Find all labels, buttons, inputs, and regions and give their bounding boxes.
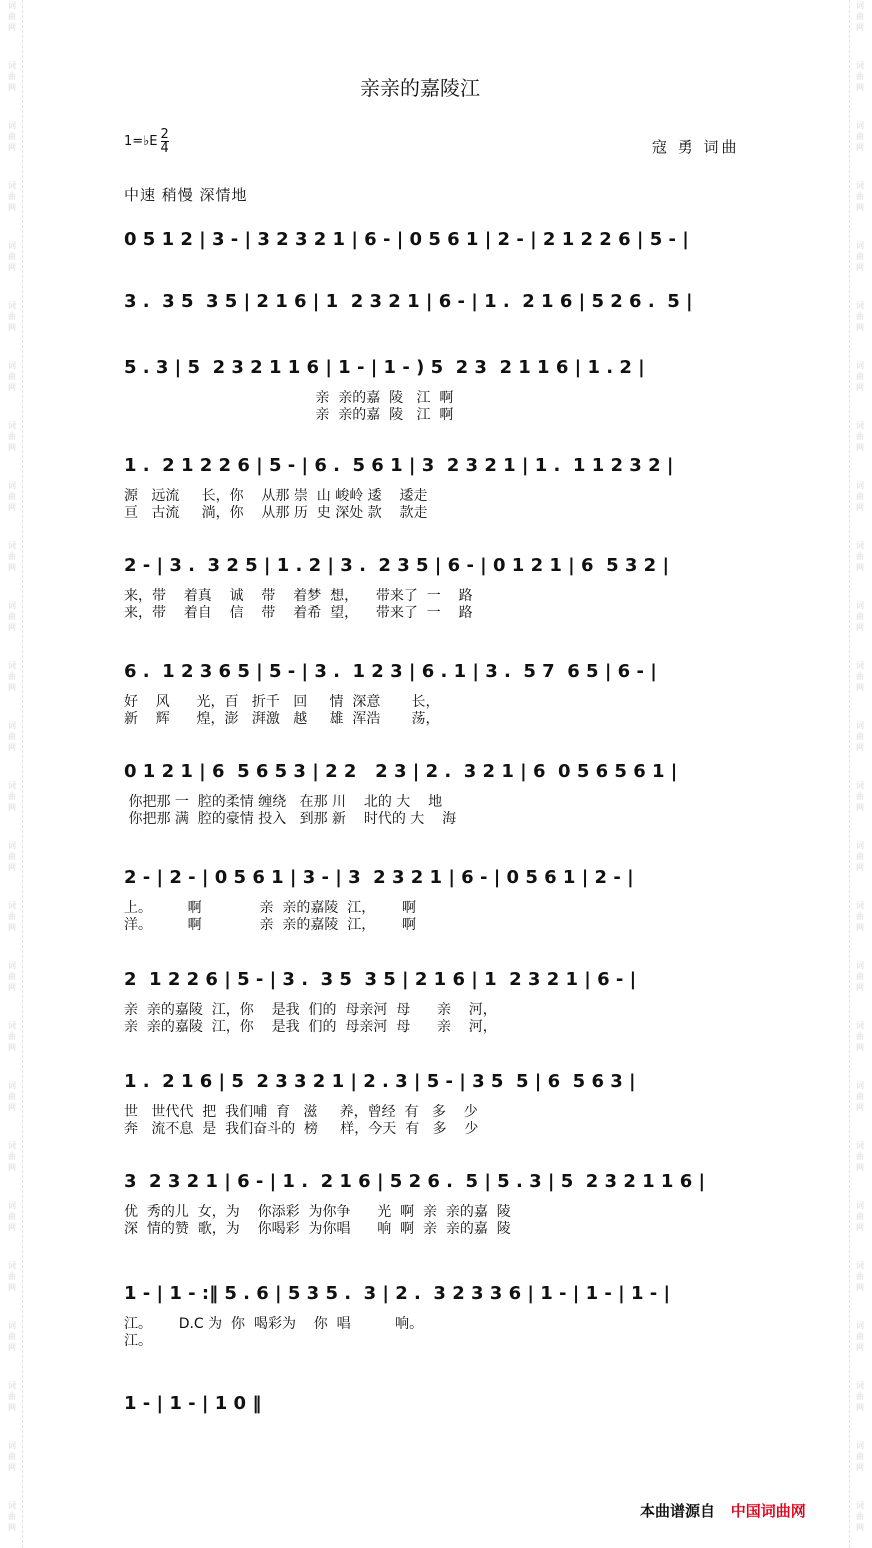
watermark-text: 词 曲 网 bbox=[856, 1321, 864, 1352]
watermark-text: 词 曲 网 bbox=[856, 301, 864, 332]
watermark-text: 词 曲 网 bbox=[856, 1381, 864, 1412]
time-numerator: 2 bbox=[160, 127, 169, 142]
lyric-verse-2: 奔 流不息 是 我们奋斗的 榜 样，今天 有 多 少 bbox=[124, 1121, 479, 1137]
watermark-text: 词 曲 网 bbox=[8, 901, 16, 932]
watermark-text: 词 曲 网 bbox=[856, 541, 864, 572]
score-system bbox=[124, 1276, 748, 1396]
watermark-text: 词 曲 网 bbox=[8, 181, 16, 212]
watermark-text: 词 曲 网 bbox=[8, 1261, 16, 1292]
watermark-text: 词 曲 网 bbox=[856, 601, 864, 632]
watermark-text: 词 曲 网 bbox=[8, 241, 16, 272]
left-watermark-strip bbox=[2, 0, 23, 1548]
watermark-text: 词 曲 网 bbox=[856, 1141, 864, 1172]
notation-line: 2 - | 2 - | 0 5 6 1 | 3 - | 3 2 3 2 1 | 6 - | 0 5 6 1 | 2 - | bbox=[124, 867, 634, 888]
watermark-text: 词 曲 网 bbox=[856, 361, 864, 392]
watermark-text: 词 曲 网 bbox=[8, 661, 16, 692]
watermark-text: 词 曲 网 bbox=[8, 781, 16, 812]
watermark-text: 词 曲 网 bbox=[8, 1, 16, 32]
lyric-verse-1: 源 远流 长，你 从那 崇 山 峻岭 逶 逶走 bbox=[124, 488, 428, 504]
lyric-verse-2: 新 辉 煌，澎 湃激 越 雄 浑浩 荡， bbox=[124, 711, 440, 727]
watermark-text: 词 曲 网 bbox=[856, 1021, 864, 1052]
song-title: 亲亲的嘉陵江 bbox=[360, 76, 480, 100]
watermark-text: 词 曲 网 bbox=[8, 1441, 16, 1472]
watermark-text: 词 曲 网 bbox=[856, 1501, 864, 1532]
watermark-text: 词 曲 网 bbox=[8, 1501, 16, 1532]
watermark-text: 词 曲 网 bbox=[8, 1321, 16, 1352]
key-signature bbox=[124, 128, 169, 155]
notation-line: 0 5 1 2 | 3 - | 3 2 3 2 1 | 6 - | 0 5 6 1 | 2 - | 2 1 2 2 6 | 5 - | bbox=[124, 229, 689, 250]
watermark-text: 词 曲 网 bbox=[856, 841, 864, 872]
watermark-text: 词 曲 网 bbox=[8, 601, 16, 632]
lyric-verse-2: 深 情的赞 歌，为 你喝彩 为你唱 响 啊 亲 亲的嘉 陵 bbox=[124, 1221, 511, 1237]
watermark-text: 词 曲 网 bbox=[8, 1081, 16, 1112]
lyric-verse-2: 来，带 着自 信 带 着希 望， 带来了 一 路 bbox=[124, 605, 473, 621]
notation-line: 1 - | 1 - | 1 0 ‖ bbox=[124, 1393, 262, 1414]
notation-line: 2 - | 3 . 3 2 5 | 1 . 2 | 3 . 2 3 5 | 6 - | 0 1 2 1 | 6 5 3 2 | bbox=[124, 555, 670, 576]
lyric-verse-1: 优 秀的儿 女，为 你添彩 为你争 光 啊 亲 亲的嘉 陵 bbox=[124, 1204, 511, 1220]
score-system bbox=[124, 1164, 748, 1284]
watermark-text: 词 曲 网 bbox=[856, 1081, 864, 1112]
watermark-text: 词 曲 网 bbox=[8, 301, 16, 332]
watermark-text: 词 曲 网 bbox=[8, 721, 16, 752]
lyric-verse-1: 亲 亲的嘉陵 江，你 是我 们的 母亲河 母 亲 河， bbox=[124, 1002, 497, 1018]
watermark-text: 词 曲 网 bbox=[856, 961, 864, 992]
notation-line: 3 2 3 2 1 | 6 - | 1 . 2 1 6 | 5 2 6 . 5 | 5 . 3 | 5 2 3 2 1 1 6 | bbox=[124, 1171, 706, 1192]
lyric-verse-1: 亲 亲的嘉 陵 江 啊 bbox=[124, 390, 454, 406]
watermark-text: 词 曲 网 bbox=[856, 1201, 864, 1232]
tempo-marking: 中速 稍慢 深情地 bbox=[124, 186, 248, 204]
time-denominator: 4 bbox=[160, 141, 169, 156]
lyric-verse-2: 亲 亲的嘉陵 江，你 是我 们的 母亲河 母 亲 河， bbox=[124, 1019, 497, 1035]
lyric-verse-1: 你把那 一 腔的柔情 缠绕 在那 川 北的 大 地 bbox=[124, 794, 443, 810]
watermark-text: 词 曲 网 bbox=[8, 1381, 16, 1412]
watermark-text: 词 曲 网 bbox=[856, 661, 864, 692]
lyric-verse-1: 江。 D.C 为 你 喝彩为 你 唱 响。 bbox=[124, 1316, 424, 1332]
notation-line: 6 . 1 2 3 6 5 | 5 - | 3 . 1 2 3 | 6 . 1 | 3 . 5 7 6 5 | 6 - | bbox=[124, 661, 657, 682]
lyric-verse-2: 亘 古流 淌，你 从那 历 史 深处 款 款走 bbox=[124, 505, 428, 521]
watermark-text: 词 曲 网 bbox=[856, 781, 864, 812]
score-system bbox=[124, 754, 748, 874]
watermark-text: 词 曲 网 bbox=[856, 721, 864, 752]
notation-line: 0 1 2 1 | 6 5 6 5 3 | 2 2 2 3 | 2 . 3 2 1 | 6 0 5 6 5 6 1 | bbox=[124, 761, 678, 782]
right-watermark-strip bbox=[849, 0, 870, 1548]
lyric-verse-1: 上。 啊 亲 亲的嘉陵 江， 啊 bbox=[124, 900, 416, 916]
notation-line: 1 . 2 1 2 2 6 | 5 - | 6 . 5 6 1 | 3 2 3 2 1 | 1 . 1 1 2 3 2 | bbox=[124, 455, 674, 476]
source-footer bbox=[640, 1500, 806, 1521]
lyric-verse-2: 洋。 啊 亲 亲的嘉陵 江， 啊 bbox=[124, 917, 416, 933]
watermark-text: 词 曲 网 bbox=[856, 121, 864, 152]
watermark-text: 词 曲 网 bbox=[856, 181, 864, 212]
lyric-verse-2: 江。 bbox=[124, 1333, 152, 1349]
watermark-text: 词 曲 网 bbox=[8, 1021, 16, 1052]
watermark-text: 词 曲 网 bbox=[856, 1, 864, 32]
lyric-verse-2: 你把那 满 腔的豪情 投入 到那 新 时代的 大 海 bbox=[124, 811, 457, 827]
watermark-text: 词 曲 网 bbox=[8, 1141, 16, 1172]
watermark-text: 词 曲 网 bbox=[856, 901, 864, 932]
time-signature bbox=[161, 128, 169, 155]
lyric-verse-1: 世 世代代 把 我们哺 育 滋 养，曾经 有 多 少 bbox=[124, 1104, 478, 1120]
watermark-text: 词 曲 网 bbox=[856, 61, 864, 92]
watermark-text: 词 曲 网 bbox=[856, 481, 864, 512]
watermark-text: 词 曲 网 bbox=[8, 961, 16, 992]
watermark-text: 词 曲 网 bbox=[8, 841, 16, 872]
watermark-text: 词 曲 网 bbox=[856, 1261, 864, 1292]
lyric-verse-1: 好 风 光，百 折千 回 情 深意 长， bbox=[124, 694, 440, 710]
watermark-text: 词 曲 网 bbox=[8, 421, 16, 452]
watermark-text: 词 曲 网 bbox=[8, 121, 16, 152]
notation-line: 1 - | 1 - :‖ 5 . 6 | 5 3 5 . 3 | 2 . 3 2 3 3 6 | 1 - | 1 - | 1 - | bbox=[124, 1283, 671, 1304]
site-brand-link[interactable]: 中国词曲网 bbox=[730, 1502, 806, 1520]
watermark-text: 词 曲 网 bbox=[8, 481, 16, 512]
notation-line: 2 1 2 2 6 | 5 - | 3 . 3 5 3 5 | 2 1 6 | 1 2 3 2 1 | 6 - | bbox=[124, 969, 637, 990]
source-text: 本曲谱源自 bbox=[640, 1502, 716, 1520]
notation-line: 1 . 2 1 6 | 5 2 3 3 2 1 | 2 . 3 | 5 - | 3 5 5 | 6 5 6 3 | bbox=[124, 1071, 636, 1092]
lyric-verse-2: 亲 亲的嘉 陵 江 啊 bbox=[124, 407, 454, 423]
notation-line: 3 . 3 5 3 5 | 2 1 6 | 1 2 3 2 1 | 6 - | 1 . 2 1 6 | 5 2 6 . 5 | bbox=[124, 291, 693, 312]
key-label: 1=♭E bbox=[124, 134, 158, 149]
score-system bbox=[124, 1386, 748, 1506]
notation-line: 5 . 3 | 5 2 3 2 1 1 6 | 1 - | 1 - ) 5 2 3 2 1 1 6 | 1 . 2 | bbox=[124, 357, 645, 378]
composer-credit: 寇 勇 词曲 bbox=[652, 138, 740, 156]
watermark-text: 词 曲 网 bbox=[8, 541, 16, 572]
watermark-text: 词 曲 网 bbox=[8, 61, 16, 92]
lyric-verse-1: 来，带 着真 诚 带 着梦 想， 带来了 一 路 bbox=[124, 588, 473, 604]
watermark-text: 词 曲 网 bbox=[8, 361, 16, 392]
watermark-text: 词 曲 网 bbox=[856, 241, 864, 272]
watermark-text: 词 曲 网 bbox=[8, 1201, 16, 1232]
watermark-text: 词 曲 网 bbox=[856, 1441, 864, 1472]
watermark-text: 词 曲 网 bbox=[856, 421, 864, 452]
score-system bbox=[124, 548, 748, 668]
